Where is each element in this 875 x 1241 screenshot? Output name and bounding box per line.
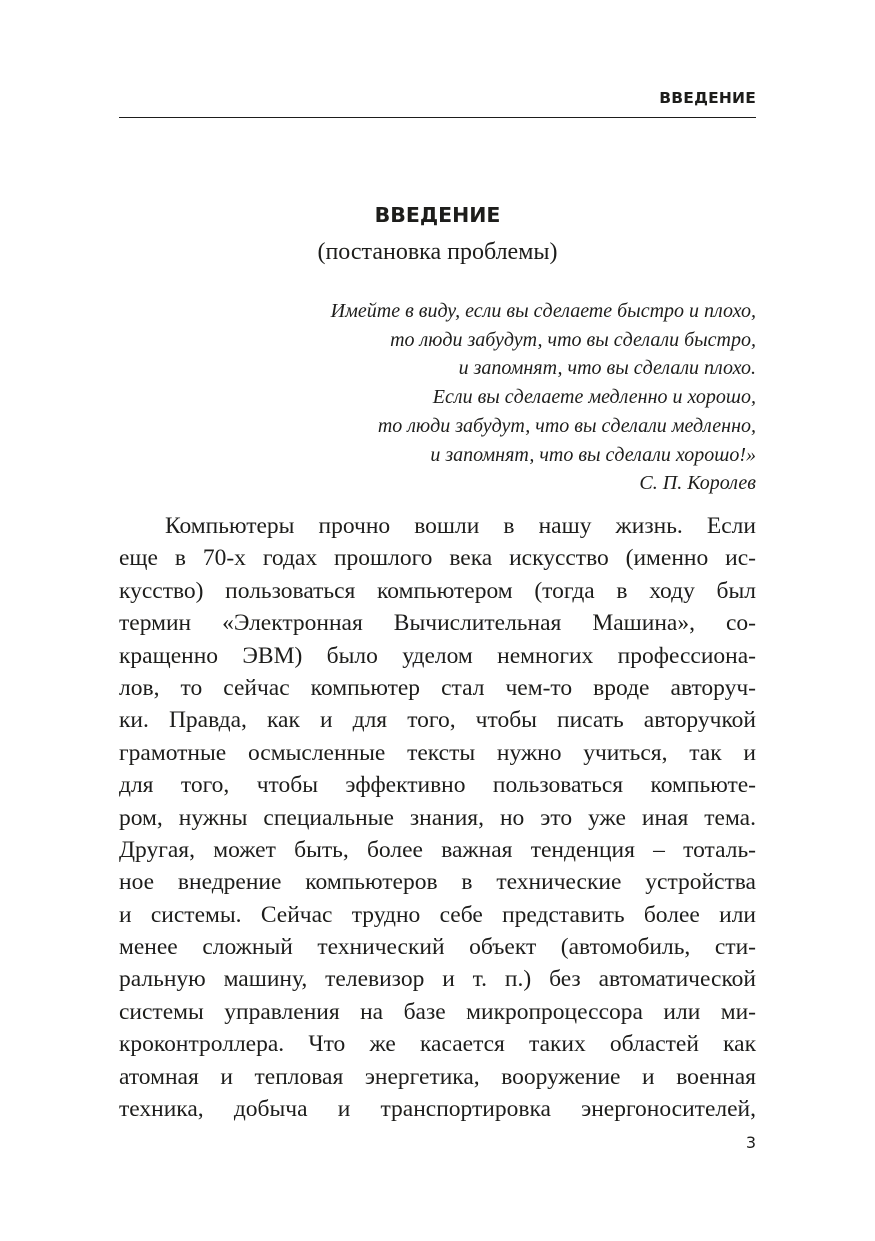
body-line: кроконтроллера. Что же касается таких областей как: [119, 1031, 756, 1058]
epigraph: [196, 297, 756, 498]
body-line: Компьютеры прочно вошли в нашу жизнь. Если: [165, 513, 756, 539]
epigraph-line: Имейте в виду, если вы сделаете быстро и плохо,: [330, 300, 756, 322]
epigraph-line: то люди забудут, что вы сделали быстро,: [390, 328, 756, 351]
body-line: еще в 70-х годах прошлого века искусство (именно ис-: [119, 545, 756, 572]
running-head: ВВЕДЕНИЕ: [659, 89, 756, 107]
body-line: кусство) пользоваться компьютером (тогда в ходу был: [119, 577, 756, 604]
chapter-title: ВВЕДЕНИЕ: [374, 203, 501, 227]
epigraph-line: и запомнят, что вы сделали плохо.: [458, 357, 756, 380]
chapter-subtitle: (постановка проблемы): [317, 239, 558, 265]
body-line: техника, добыча и транспортировка энергоносителей,: [119, 1096, 756, 1123]
body-paragraph: [119, 510, 756, 1125]
header-rule: [119, 117, 756, 118]
body-line: менее сложный технический объект (автомобиль, сти-: [119, 934, 756, 961]
body-line: ное внедрение компьютеров в технические устройства: [119, 869, 756, 896]
body-line: системы управления на базе микропроцессора или ми-: [119, 998, 756, 1025]
body-line: ром, нужны специальные знания, но это уже иная тема.: [119, 804, 756, 831]
body-line: и системы. Сейчас трудно себе представить более или: [119, 901, 756, 928]
epigraph-line: то люди забудут, что вы сделали медленно,: [377, 414, 756, 437]
body-line: ки. Правда, как и для того, чтобы писать авторучкой: [119, 707, 756, 734]
body-line: грамотные осмысленные тексты нужно учиться, так и: [119, 739, 756, 766]
epigraph-line: и запомнят, что вы сделали хорошо!»: [430, 443, 756, 466]
body-line: Другая, может быть, более важная тенденция – тоталь-: [119, 836, 756, 863]
body-line: кращенно ЭВМ) было уделом немногих профессиона-: [119, 642, 756, 669]
page-number: 3: [745, 1133, 756, 1152]
body-line: лов, то сейчас компьютер стал чем-то вроде авторуч-: [119, 674, 756, 701]
body-line: для того, чтобы эффективно пользоваться компьюте-: [119, 772, 756, 799]
epigraph-author: С. П. Королев: [639, 472, 756, 495]
epigraph-line: Если вы сделаете медленно и хорошо,: [432, 386, 756, 409]
body-line: ральную машину, телевизор и т. п.) без автоматической: [119, 966, 756, 993]
body-line: атомная и тепловая энергетика, вооружение и военная: [119, 1063, 756, 1090]
body-line: термин «Электронная Вычислительная Машина», со-: [119, 610, 756, 637]
